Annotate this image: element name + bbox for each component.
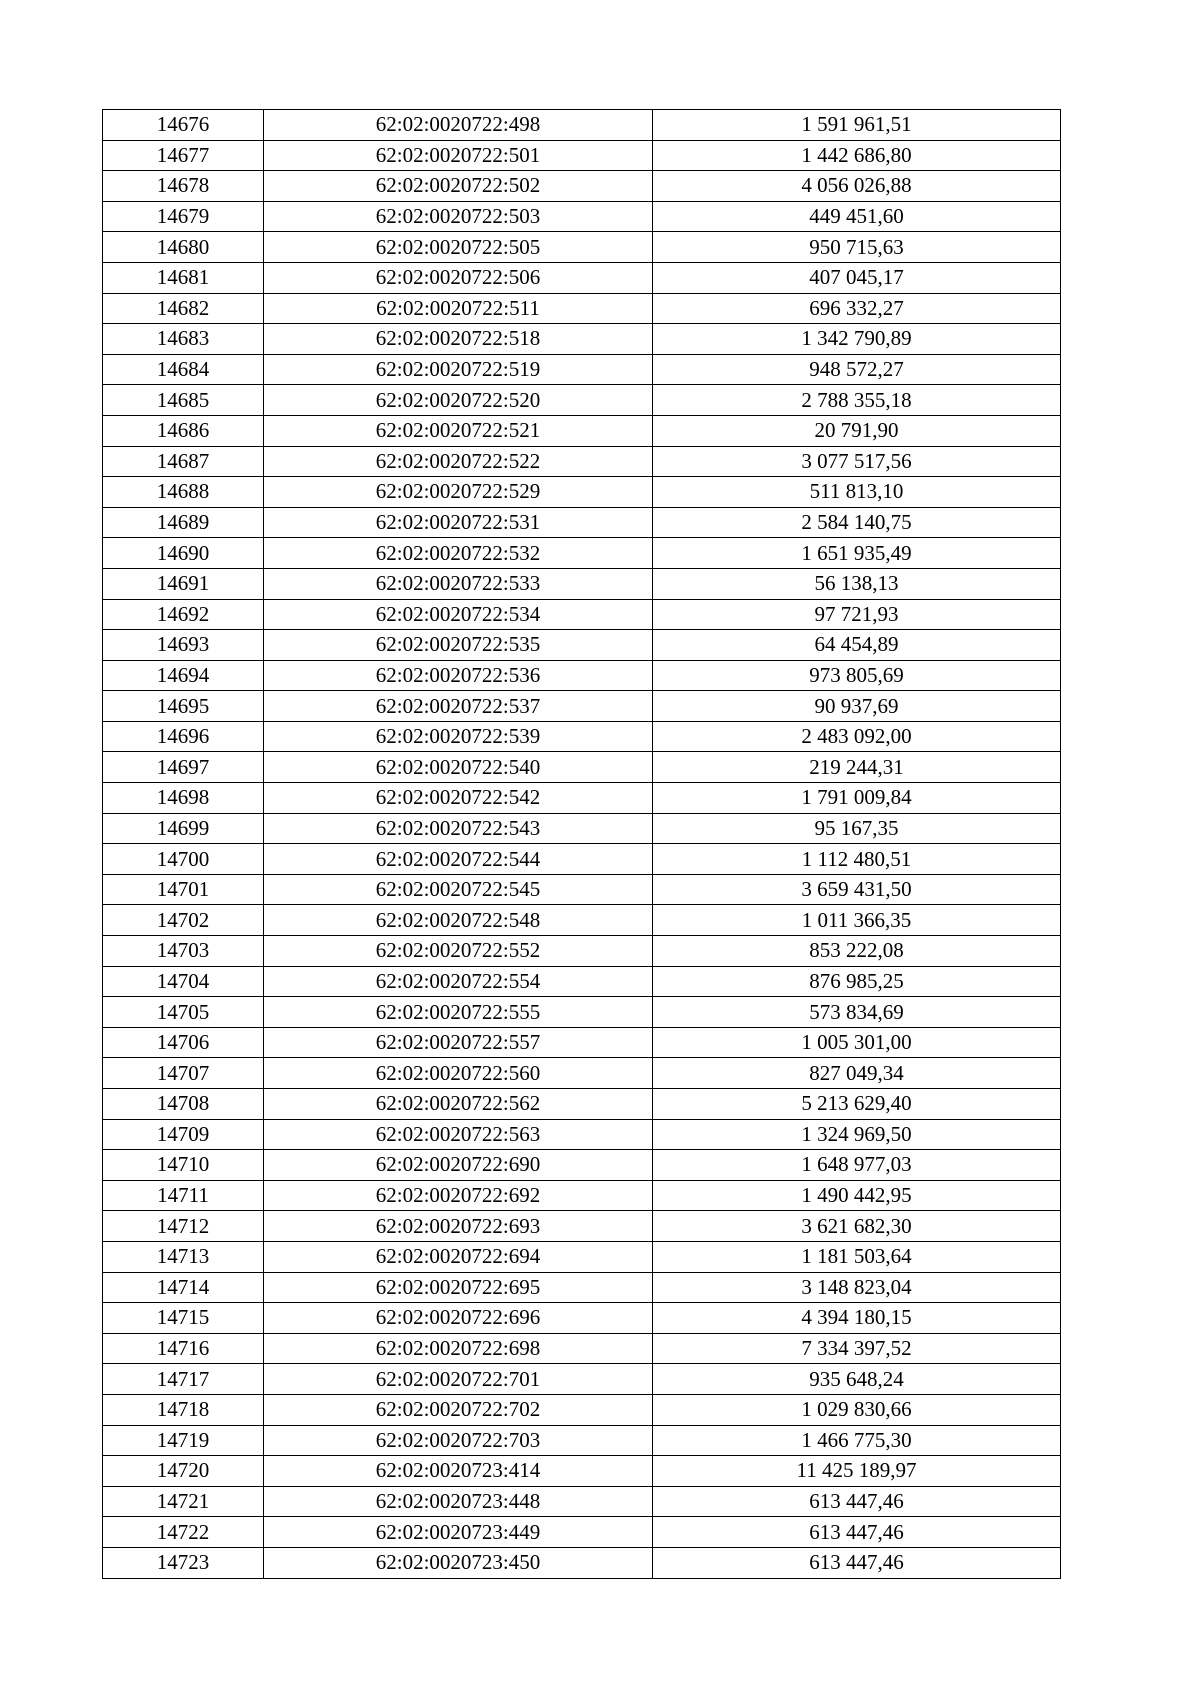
table-row: [103, 1517, 1061, 1548]
row-number-cell: 14684: [103, 354, 264, 385]
cadastral-value-cell: 573 834,69: [653, 997, 1061, 1028]
row-number-cell: 14694: [103, 660, 264, 691]
table-row: [103, 1303, 1061, 1334]
table-row: [103, 874, 1061, 905]
cadastral-value-cell: 1 490 442,95: [653, 1180, 1061, 1211]
cadastral-value-cell: 876 985,25: [653, 966, 1061, 997]
cadastral-value-cell: 20 791,90: [653, 415, 1061, 446]
cadastral-number-cell: 62:02:0020722:694: [264, 1241, 653, 1272]
cadastral-value-cell: 4 056 026,88: [653, 171, 1061, 202]
cadastral-number-cell: 62:02:0020723:449: [264, 1517, 653, 1548]
row-number-cell: 14709: [103, 1119, 264, 1150]
table-row: [103, 1456, 1061, 1487]
row-number-cell: 14698: [103, 783, 264, 814]
cadastral-number-cell: 62:02:0020722:536: [264, 660, 653, 691]
cadastral-number-cell: 62:02:0020722:562: [264, 1089, 653, 1120]
cadastral-number-cell: 62:02:0020722:542: [264, 783, 653, 814]
cadastral-value-cell: 449 451,60: [653, 201, 1061, 232]
cadastral-value-cell: 7 334 397,52: [653, 1333, 1061, 1364]
cadastral-value-cell: 219 244,31: [653, 752, 1061, 783]
row-number-cell: 14721: [103, 1486, 264, 1517]
cadastral-value-cell: 3 659 431,50: [653, 874, 1061, 905]
row-number-cell: 14683: [103, 324, 264, 355]
row-number-cell: 14720: [103, 1456, 264, 1487]
cadastral-value-table: [102, 109, 1061, 1579]
table-row: [103, 1486, 1061, 1517]
row-number-cell: 14715: [103, 1303, 264, 1334]
row-number-cell: 14695: [103, 691, 264, 722]
cadastral-value-cell: 3 077 517,56: [653, 446, 1061, 477]
cadastral-value-cell: 948 572,27: [653, 354, 1061, 385]
cadastral-value-cell: 1 442 686,80: [653, 140, 1061, 171]
cadastral-number-cell: 62:02:0020722:540: [264, 752, 653, 783]
table-row: [103, 262, 1061, 293]
cadastral-value-cell: 2 788 355,18: [653, 385, 1061, 416]
table-row: [103, 691, 1061, 722]
cadastral-value-cell: 1 591 961,51: [653, 110, 1061, 141]
row-number-cell: 14705: [103, 997, 264, 1028]
row-number-cell: 14711: [103, 1180, 264, 1211]
row-number-cell: 14717: [103, 1364, 264, 1395]
table-row: [103, 783, 1061, 814]
row-number-cell: 14701: [103, 874, 264, 905]
cadastral-value-cell: 1 181 503,64: [653, 1241, 1061, 1272]
row-number-cell: 14685: [103, 385, 264, 416]
cadastral-number-cell: 62:02:0020722:535: [264, 630, 653, 661]
cadastral-number-cell: 62:02:0020722:531: [264, 507, 653, 538]
table-row: [103, 599, 1061, 630]
row-number-cell: 14682: [103, 293, 264, 324]
table-row: [103, 1180, 1061, 1211]
cadastral-value-cell: 613 447,46: [653, 1547, 1061, 1578]
cadastral-value-cell: 1 466 775,30: [653, 1425, 1061, 1456]
table-row: [103, 110, 1061, 141]
cadastral-value-cell: 1 791 009,84: [653, 783, 1061, 814]
table-row: [103, 477, 1061, 508]
row-number-cell: 14680: [103, 232, 264, 263]
cadastral-number-cell: 62:02:0020722:692: [264, 1180, 653, 1211]
table-row: [103, 660, 1061, 691]
cadastral-value-cell: 5 213 629,40: [653, 1089, 1061, 1120]
table-row: [103, 507, 1061, 538]
table-row: [103, 966, 1061, 997]
cadastral-number-cell: 62:02:0020722:701: [264, 1364, 653, 1395]
row-number-cell: 14716: [103, 1333, 264, 1364]
cadastral-number-cell: 62:02:0020722:698: [264, 1333, 653, 1364]
cadastral-number-cell: 62:02:0020722:498: [264, 110, 653, 141]
table-row: [103, 1272, 1061, 1303]
cadastral-number-cell: 62:02:0020722:501: [264, 140, 653, 171]
table-row: [103, 140, 1061, 171]
table-row: [103, 1394, 1061, 1425]
cadastral-number-cell: 62:02:0020722:519: [264, 354, 653, 385]
table-row: [103, 354, 1061, 385]
row-number-cell: 14719: [103, 1425, 264, 1456]
cadastral-value-cell: 827 049,34: [653, 1058, 1061, 1089]
table-row: [103, 1150, 1061, 1181]
cadastral-number-cell: 62:02:0020723:414: [264, 1456, 653, 1487]
cadastral-number-cell: 62:02:0020722:502: [264, 171, 653, 202]
table-row: [103, 446, 1061, 477]
cadastral-number-cell: 62:02:0020722:543: [264, 813, 653, 844]
cadastral-number-cell: 62:02:0020722:695: [264, 1272, 653, 1303]
row-number-cell: 14679: [103, 201, 264, 232]
row-number-cell: 14690: [103, 538, 264, 569]
table-row: [103, 752, 1061, 783]
cadastral-number-cell: 62:02:0020723:448: [264, 1486, 653, 1517]
table-row: [103, 844, 1061, 875]
cadastral-number-cell: 62:02:0020722:545: [264, 874, 653, 905]
cadastral-value-cell: 1 112 480,51: [653, 844, 1061, 875]
table-row: [103, 630, 1061, 661]
table-row: [103, 997, 1061, 1028]
cadastral-number-cell: 62:02:0020722:532: [264, 538, 653, 569]
table-row: [103, 568, 1061, 599]
table-row: [103, 1333, 1061, 1364]
cadastral-number-cell: 62:02:0020722:557: [264, 1027, 653, 1058]
table-row: [103, 813, 1061, 844]
row-number-cell: 14688: [103, 477, 264, 508]
cadastral-number-cell: 62:02:0020722:511: [264, 293, 653, 324]
table-row: [103, 385, 1061, 416]
row-number-cell: 14706: [103, 1027, 264, 1058]
row-number-cell: 14704: [103, 966, 264, 997]
cadastral-number-cell: 62:02:0020722:544: [264, 844, 653, 875]
row-number-cell: 14700: [103, 844, 264, 875]
row-number-cell: 14697: [103, 752, 264, 783]
row-number-cell: 14693: [103, 630, 264, 661]
cadastral-value-cell: 973 805,69: [653, 660, 1061, 691]
row-number-cell: 14686: [103, 415, 264, 446]
cadastral-number-cell: 62:02:0020722:520: [264, 385, 653, 416]
cadastral-value-cell: 935 648,24: [653, 1364, 1061, 1395]
cadastral-number-cell: 62:02:0020722:537: [264, 691, 653, 722]
table-row: [103, 171, 1061, 202]
cadastral-value-cell: 407 045,17: [653, 262, 1061, 293]
cadastral-value-cell: 3 621 682,30: [653, 1211, 1061, 1242]
row-number-cell: 14699: [103, 813, 264, 844]
table-row: [103, 1119, 1061, 1150]
cadastral-number-cell: 62:02:0020722:693: [264, 1211, 653, 1242]
table-row: [103, 232, 1061, 263]
table-body: [103, 110, 1061, 1579]
row-number-cell: 14689: [103, 507, 264, 538]
cadastral-number-cell: 62:02:0020722:506: [264, 262, 653, 293]
cadastral-value-cell: 1 011 366,35: [653, 905, 1061, 936]
cadastral-number-cell: 62:02:0020722:534: [264, 599, 653, 630]
cadastral-value-cell: 1 342 790,89: [653, 324, 1061, 355]
cadastral-number-cell: 62:02:0020722:548: [264, 905, 653, 936]
row-number-cell: 14676: [103, 110, 264, 141]
cadastral-value-cell: 853 222,08: [653, 936, 1061, 967]
row-number-cell: 14714: [103, 1272, 264, 1303]
cadastral-number-cell: 62:02:0020722:521: [264, 415, 653, 446]
row-number-cell: 14702: [103, 905, 264, 936]
cadastral-value-cell: 2 483 092,00: [653, 721, 1061, 752]
cadastral-number-cell: 62:02:0020722:529: [264, 477, 653, 508]
cadastral-value-cell: 4 394 180,15: [653, 1303, 1061, 1334]
row-number-cell: 14678: [103, 171, 264, 202]
cadastral-number-cell: 62:02:0020722:552: [264, 936, 653, 967]
table-row: [103, 1364, 1061, 1395]
cadastral-number-cell: 62:02:0020722:522: [264, 446, 653, 477]
table-row: [103, 538, 1061, 569]
cadastral-value-cell: 1 324 969,50: [653, 1119, 1061, 1150]
cadastral-value-cell: 90 937,69: [653, 691, 1061, 722]
cadastral-value-cell: 3 148 823,04: [653, 1272, 1061, 1303]
cadastral-value-cell: 2 584 140,75: [653, 507, 1061, 538]
cadastral-value-cell: 64 454,89: [653, 630, 1061, 661]
table-row: [103, 936, 1061, 967]
row-number-cell: 14710: [103, 1150, 264, 1181]
cadastral-number-cell: 62:02:0020722:696: [264, 1303, 653, 1334]
cadastral-number-cell: 62:02:0020722:702: [264, 1394, 653, 1425]
table-row: [103, 324, 1061, 355]
table-row: [103, 1425, 1061, 1456]
cadastral-value-cell: 613 447,46: [653, 1517, 1061, 1548]
row-number-cell: 14687: [103, 446, 264, 477]
cadastral-number-cell: 62:02:0020722:555: [264, 997, 653, 1028]
cadastral-number-cell: 62:02:0020722:560: [264, 1058, 653, 1089]
table-row: [103, 1058, 1061, 1089]
cadastral-value-cell: 1 029 830,66: [653, 1394, 1061, 1425]
row-number-cell: 14722: [103, 1517, 264, 1548]
table-row: [103, 1211, 1061, 1242]
cadastral-value-cell: 1 005 301,00: [653, 1027, 1061, 1058]
row-number-cell: 14718: [103, 1394, 264, 1425]
table-row: [103, 201, 1061, 232]
table-row: [103, 293, 1061, 324]
cadastral-number-cell: 62:02:0020722:539: [264, 721, 653, 752]
cadastral-value-cell: 511 813,10: [653, 477, 1061, 508]
table-row: [103, 415, 1061, 446]
row-number-cell: 14707: [103, 1058, 264, 1089]
cadastral-value-cell: 56 138,13: [653, 568, 1061, 599]
cadastral-value-cell: 1 651 935,49: [653, 538, 1061, 569]
row-number-cell: 14703: [103, 936, 264, 967]
row-number-cell: 14708: [103, 1089, 264, 1120]
row-number-cell: 14712: [103, 1211, 264, 1242]
table-row: [103, 1027, 1061, 1058]
cadastral-value-cell: 613 447,46: [653, 1486, 1061, 1517]
cadastral-value-cell: 1 648 977,03: [653, 1150, 1061, 1181]
table-row: [103, 1089, 1061, 1120]
cadastral-value-cell: 95 167,35: [653, 813, 1061, 844]
cadastral-number-cell: 62:02:0020722:503: [264, 201, 653, 232]
row-number-cell: 14691: [103, 568, 264, 599]
cadastral-value-cell: 11 425 189,97: [653, 1456, 1061, 1487]
cadastral-number-cell: 62:02:0020722:505: [264, 232, 653, 263]
cadastral-number-cell: 62:02:0020722:703: [264, 1425, 653, 1456]
cadastral-number-cell: 62:02:0020722:554: [264, 966, 653, 997]
table-row: [103, 721, 1061, 752]
cadastral-number-cell: 62:02:0020722:690: [264, 1150, 653, 1181]
cadastral-number-cell: 62:02:0020722:518: [264, 324, 653, 355]
row-number-cell: 14723: [103, 1547, 264, 1578]
row-number-cell: 14677: [103, 140, 264, 171]
cadastral-number-cell: 62:02:0020722:533: [264, 568, 653, 599]
row-number-cell: 14696: [103, 721, 264, 752]
table-row: [103, 905, 1061, 936]
cadastral-number-cell: 62:02:0020722:563: [264, 1119, 653, 1150]
cadastral-value-cell: 696 332,27: [653, 293, 1061, 324]
cadastral-value-cell: 97 721,93: [653, 599, 1061, 630]
cadastral-number-cell: 62:02:0020723:450: [264, 1547, 653, 1578]
row-number-cell: 14692: [103, 599, 264, 630]
table-row: [103, 1547, 1061, 1578]
row-number-cell: 14681: [103, 262, 264, 293]
cadastral-value-cell: 950 715,63: [653, 232, 1061, 263]
table-row: [103, 1241, 1061, 1272]
row-number-cell: 14713: [103, 1241, 264, 1272]
